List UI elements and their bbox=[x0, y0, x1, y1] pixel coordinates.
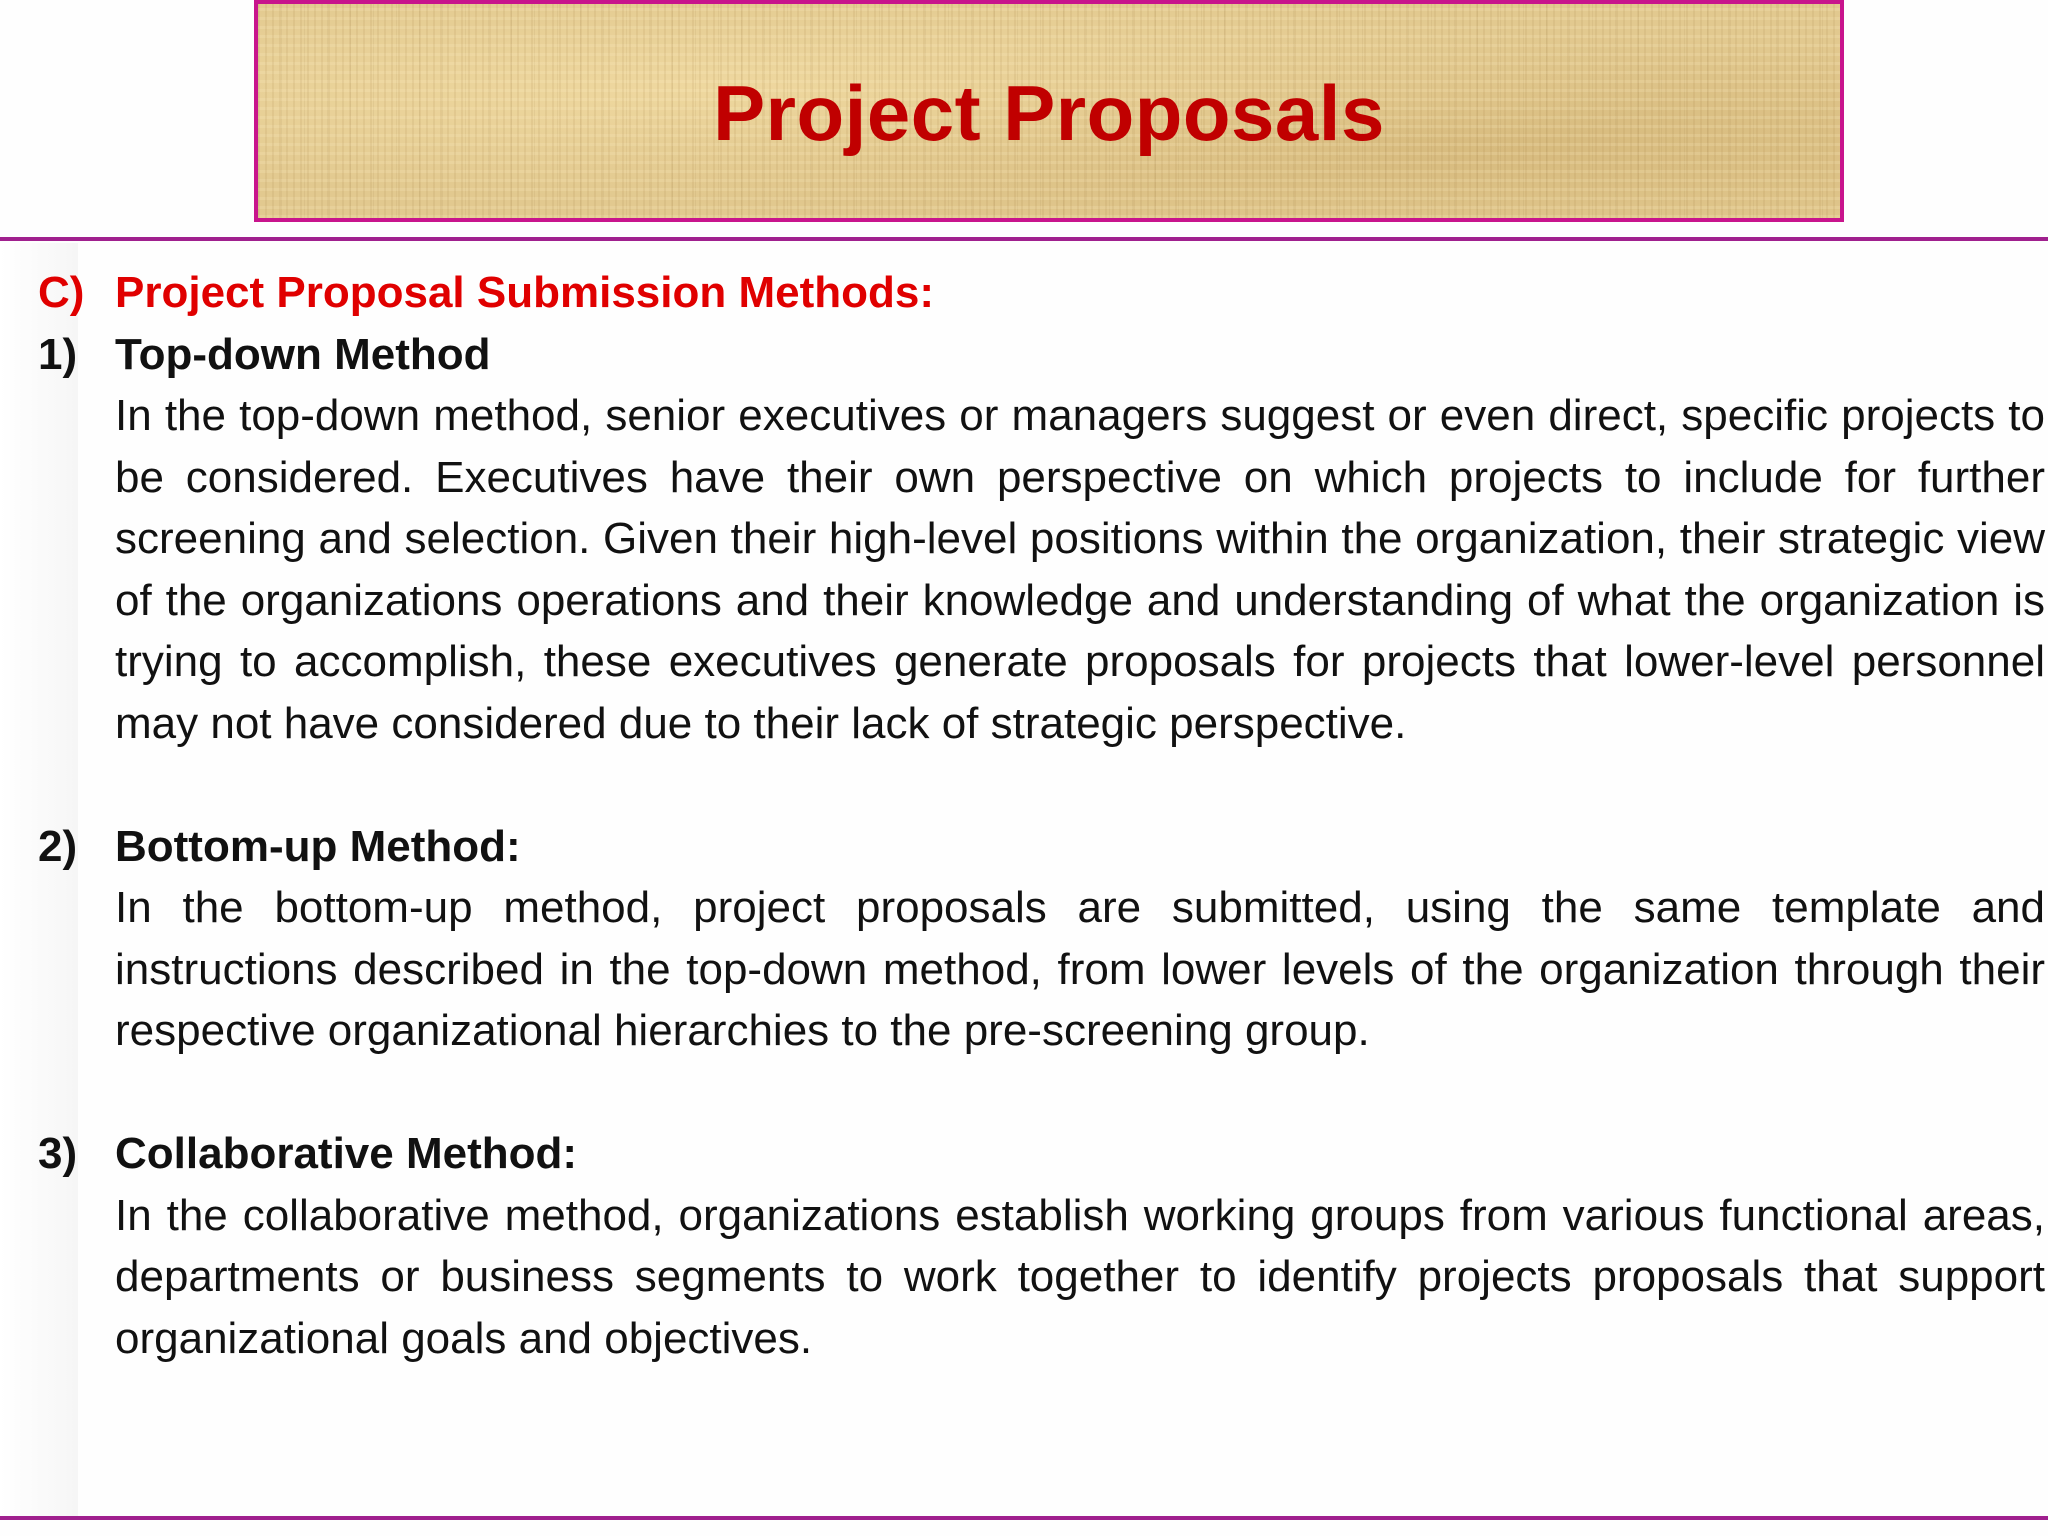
spacer bbox=[38, 754, 2010, 816]
method-number: 3) bbox=[38, 1129, 78, 1178]
section-heading-text: Project Proposal Submission Methods: bbox=[115, 268, 935, 317]
title-banner bbox=[254, 0, 1844, 222]
method-description-bottom-up: In the bottom-up method, project proposals are submitted, using the same template and instructions described in the top-down method, from lower levels of the organization through their respective organizational hierarchies to the pre-screening group. bbox=[115, 883, 2045, 1055]
method-number: 1) bbox=[38, 329, 78, 379]
method-title: Bottom-up Method: bbox=[115, 821, 521, 871]
bottom-divider bbox=[0, 1516, 2048, 1520]
slide-body bbox=[38, 262, 2045, 1369]
section-marker: C) bbox=[38, 268, 85, 317]
slide-title: Project Proposals bbox=[713, 68, 1385, 157]
section-heading bbox=[38, 262, 2010, 324]
method-heading-bottom-up bbox=[38, 816, 2010, 878]
method-title: Top-down Method bbox=[115, 329, 491, 379]
method-number: 2) bbox=[38, 821, 78, 871]
top-divider bbox=[0, 237, 2048, 241]
spacer bbox=[38, 1062, 2010, 1124]
method-description-top-down: In the top-down method, senior executives or managers suggest or even direct, specific projects to be considered. Executives have their own perspective on which projects to include for further screening and selection. Given their high-level positions within the organization, their strategic view of the organizations operations and their knowledge and understanding of what the organization is trying to accomplish, these executives generate proposals for projects that lower-level personnel may not have considered due to their lack of strategic perspective. bbox=[115, 391, 2045, 748]
method-heading-collaborative bbox=[38, 1123, 2010, 1185]
method-title: Collaborative Method: bbox=[115, 1129, 578, 1178]
method-description-collaborative: In the collaborative method, organizations establish working groups from various functional areas, departments or business segments to work together to identify projects proposals that support organizational goals and objectives. bbox=[115, 1190, 2045, 1363]
method-heading-top-down bbox=[38, 324, 2010, 386]
